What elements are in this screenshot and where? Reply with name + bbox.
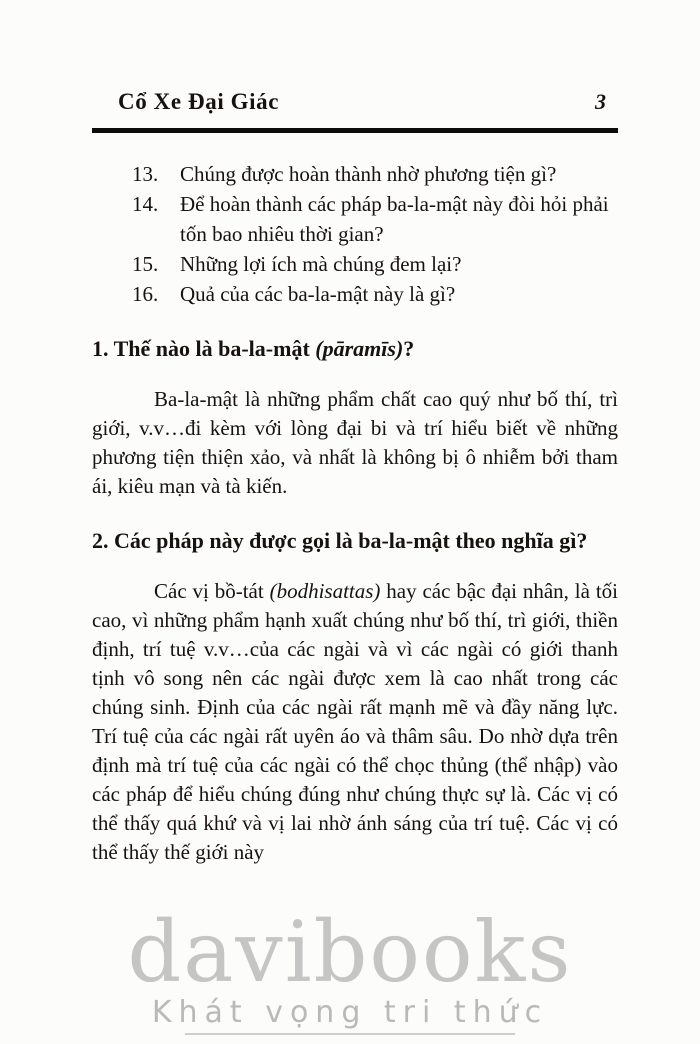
page-header [92,88,618,116]
section-2-paragraph-rest: hay các bậc đại nhân, là tối cao, vì những phẩm hạnh xuất chúng như bố thí, trì giới, thiền định, trí tuệ v.v…của các ngài và vì các ngài có giới thanh tịnh vô song nên các ngài được xem là cao nhất trong các chúng sinh. Định của các ngài rất mạnh mẽ và đầy năng lực. Trí tuệ của các ngài rất uyên áo và thâm sâu. Do nhờ dựa trên định mà trí tuệ của các ngài có thể chọc thủng (thể nhập) vào các pháp để hiểu chúng đúng như chúng thực sự là. Các vị có thể thấy quá khứ và vị lai nhờ ánh sáng của trí tuệ. Các vị có thể thấy thế giới này [92,579,618,864]
question-item [132,249,618,279]
question-number: 13. [132,162,159,186]
question-item [132,189,618,249]
section-2-paragraph-italic: (bodhisattas) [269,579,381,603]
book-title: Cổ Xe Đại Giác [118,89,280,114]
section-1-heading-suffix: ? [403,336,415,361]
section-2-paragraph-text: Các vị bồ-tát [154,579,270,603]
page-content [92,88,618,867]
section-1-heading-text: 1. Thế nào là ba-la-mật [92,336,316,361]
question-number: 15. [132,252,159,276]
watermark-tagline: Khát vọng tri thức [151,995,549,1030]
section-2-paragraph [92,577,618,867]
question-list [92,159,618,309]
section-1-heading [92,333,618,364]
section-2-heading: 2. Các pháp này được gọi là ba-la-mật theo nghĩa gì? [92,528,588,553]
header-rule [92,128,618,133]
question-number: 16. [132,282,159,306]
question-number: 14. [132,192,159,216]
question-text: Chúng được hoàn thành nhờ phương tiện gì? [180,162,557,186]
question-item [132,159,618,189]
watermark-brand: davibooks [127,903,573,1001]
section-1-paragraph: Ba-la-mật là những phẩm chất cao quý như bố thí, trì giới, v.v…đi kèm với lòng đại bi và trí hiểu biết về những phương tiện thiện xảo, và nhất là không bị ô nhiễm bởi tham ái, kiêu mạn và tà kiến. [92,387,618,498]
watermark [0,903,700,1035]
question-item [132,279,618,309]
question-text: Những lợi ích mà chúng đem lại? [180,252,462,276]
watermark-underline [185,1033,515,1035]
page-number: 3 [595,89,606,114]
question-text: Để hoàn thành các pháp ba-la-mật này đòi hỏi phải tốn bao nhiêu thời gian? [180,192,609,246]
question-text: Quả của các ba-la-mật này là gì? [180,282,456,306]
section-1-heading-italic: (pāramīs) [315,336,404,361]
